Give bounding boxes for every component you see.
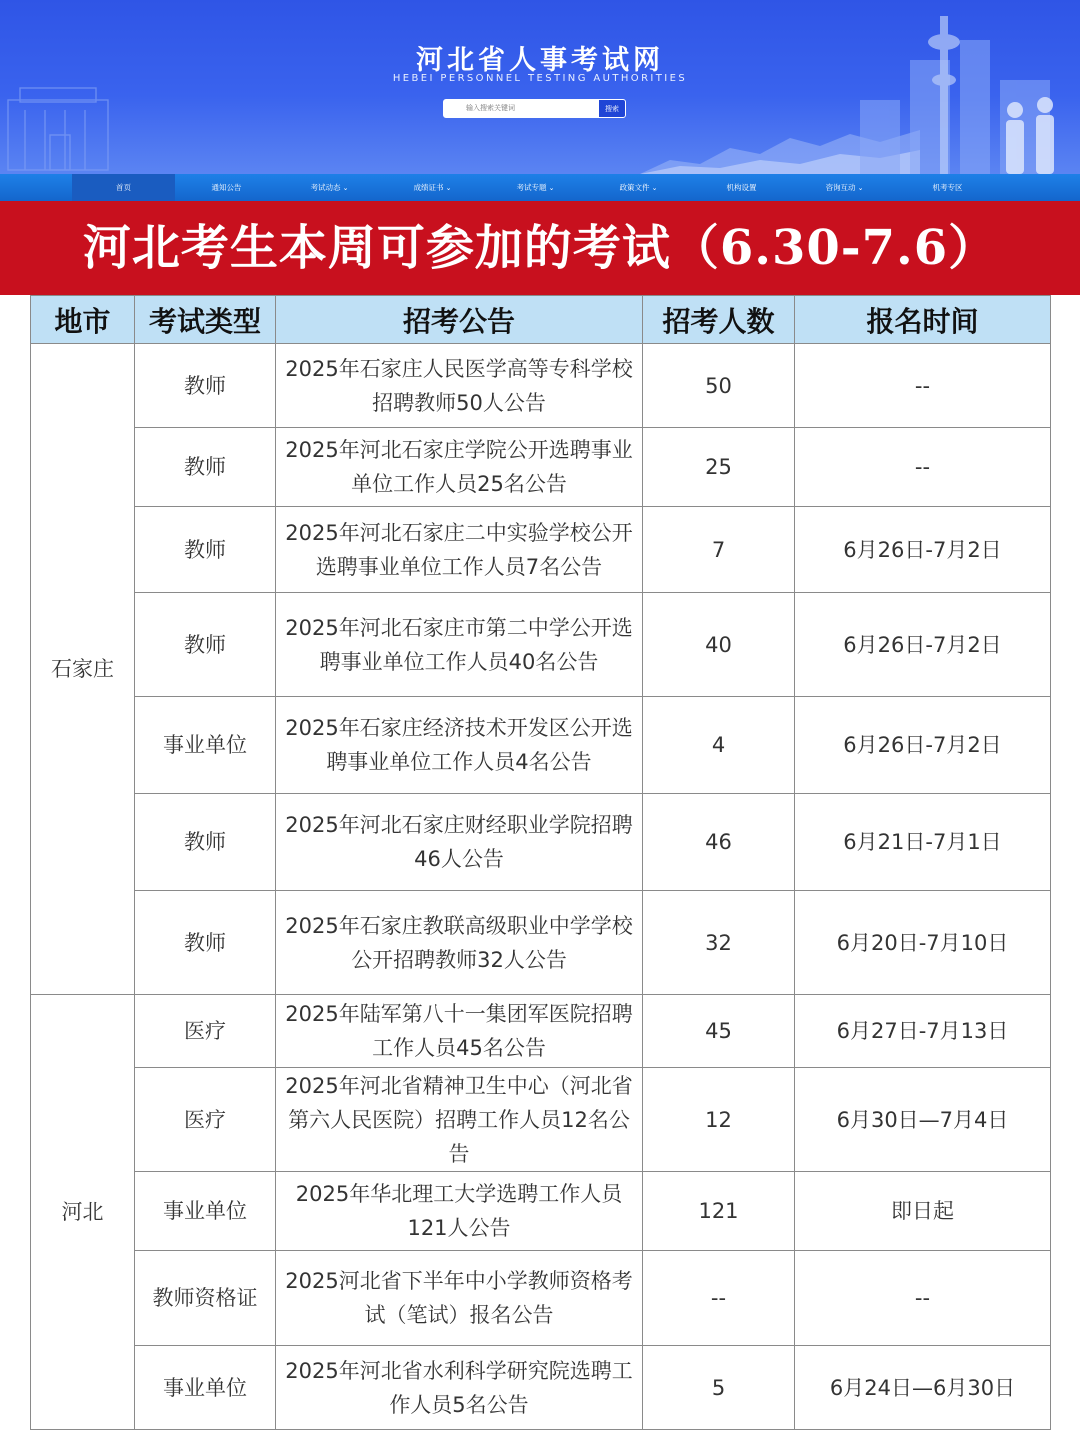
- exam-type-cell: 医疗: [135, 995, 276, 1068]
- registration-time-cell: 6月26日-7月2日: [795, 507, 1051, 593]
- exam-type-cell: 教师资格证: [135, 1251, 276, 1346]
- table-row: [31, 344, 1051, 428]
- table-row: [31, 794, 1051, 891]
- city-cell: 石家庄: [31, 344, 135, 995]
- nav-policies-label: 政策文件: [619, 183, 650, 192]
- city-cell: 河北: [31, 995, 135, 1430]
- headcount-cell: 7: [643, 507, 795, 593]
- nav-home[interactable]: [72, 174, 175, 201]
- notice-cell: 2025年华北理工大学选聘工作人员121人公告: [276, 1172, 643, 1251]
- notice-cell: 2025年陆军第八十一集团军医院招聘工作人员45名公告: [276, 995, 643, 1068]
- exam-type-cell: 事业单位: [135, 1172, 276, 1251]
- notice-cell: 2025年河北石家庄财经职业学院招聘46人公告: [276, 794, 643, 891]
- exam-table: [30, 295, 1051, 1430]
- table-row: [31, 1068, 1051, 1172]
- site-subtitle: HEBEI PERSONNEL TESTING AUTHORITIES: [392, 73, 688, 84]
- chevron-down-icon: ⌄: [857, 184, 864, 192]
- search-button[interactable]: 搜索: [598, 99, 626, 118]
- table-row: [31, 507, 1051, 593]
- registration-time-cell: 6月26日-7月2日: [795, 593, 1051, 697]
- headcount-cell: 121: [643, 1172, 795, 1251]
- site-header: [0, 0, 1080, 174]
- exam-type-cell: 事业单位: [135, 1346, 276, 1430]
- table-row: [31, 697, 1051, 794]
- chevron-down-icon: ⌄: [651, 184, 658, 192]
- nav-organization[interactable]: [690, 174, 793, 201]
- notice-cell: 2025年石家庄人民医学高等专科学校招聘教师50人公告: [276, 344, 643, 428]
- building-illustration: [0, 80, 150, 174]
- header-city: 地市: [31, 296, 135, 344]
- headcount-cell: 25: [643, 428, 795, 507]
- table-row: [31, 1346, 1051, 1430]
- headcount-cell: 5: [643, 1346, 795, 1430]
- notice-cell: 2025年河北省水利科学研究院选聘工作人员5名公告: [276, 1346, 643, 1430]
- header-registration-time: 报名时间: [795, 296, 1051, 344]
- registration-time-cell: --: [795, 428, 1051, 507]
- nav-scores[interactable]: [381, 174, 484, 201]
- exam-table-wrapper: [30, 295, 1050, 1430]
- search-input[interactable]: [443, 99, 598, 118]
- exam-type-cell: 事业单位: [135, 697, 276, 794]
- nav-notices[interactable]: [175, 174, 278, 201]
- headcount-cell: 4: [643, 697, 795, 794]
- city-skyline-illustration: [620, 0, 1080, 174]
- nav-exam-news-label: 考试动态: [310, 183, 341, 192]
- nav-policies[interactable]: [587, 174, 690, 201]
- nav-consult[interactable]: [793, 174, 896, 201]
- headcount-cell: 32: [643, 891, 795, 995]
- exam-type-cell: 教师: [135, 428, 276, 507]
- notice-cell: 2025河北省下半年中小学教师资格考试（笔试）报名公告: [276, 1251, 643, 1346]
- exam-type-cell: 教师: [135, 891, 276, 995]
- chevron-down-icon: ⌄: [342, 184, 349, 192]
- exam-type-cell: 教师: [135, 593, 276, 697]
- nav-exam-news[interactable]: [278, 174, 381, 201]
- notice-cell: 2025年河北石家庄学院公开选聘事业单位工作人员25名公告: [276, 428, 643, 507]
- registration-time-cell: 6月26日-7月2日: [795, 697, 1051, 794]
- notice-cell: 2025年河北石家庄二中实验学校公开选聘事业单位工作人员7名公告: [276, 507, 643, 593]
- header-exam-type: 考试类型: [135, 296, 276, 344]
- table-row: [31, 995, 1051, 1068]
- nav-notices-label: 通知公告: [211, 183, 242, 192]
- header-notice: 招考公告: [276, 296, 643, 344]
- table-row: [31, 593, 1051, 697]
- header-headcount: 招考人数: [643, 296, 795, 344]
- main-nav: [0, 174, 1080, 201]
- notice-cell: 2025年河北石家庄市第二中学公开选聘事业单位工作人员40名公告: [276, 593, 643, 697]
- nav-home-label: 首页: [116, 183, 131, 192]
- notice-cell: 2025年河北省精神卫生中心（河北省第六人民医院）招聘工作人员12名公告: [276, 1068, 643, 1172]
- nav-scores-label: 成绩证书: [413, 183, 444, 192]
- headcount-cell: 46: [643, 794, 795, 891]
- exam-type-cell: 医疗: [135, 1068, 276, 1172]
- headcount-cell: 45: [643, 995, 795, 1068]
- exam-type-cell: 教师: [135, 344, 276, 428]
- registration-time-cell: 6月30日—7月4日: [795, 1068, 1051, 1172]
- table-row: [31, 1172, 1051, 1251]
- registration-time-cell: 6月27日-7月13日: [795, 995, 1051, 1068]
- nav-exam-topics-label: 考试专题: [516, 183, 547, 192]
- nav-computer-exam-label: 机考专区: [932, 183, 963, 192]
- registration-time-cell: --: [795, 344, 1051, 428]
- page-title: 河北考生本周可参加的考试（6.30-7.6）: [82, 220, 998, 276]
- nav-computer-exam[interactable]: [896, 174, 999, 201]
- site-title: 河北省人事考试网: [416, 45, 664, 76]
- nav-consult-label: 咨询互动: [825, 183, 856, 192]
- exam-type-cell: 教师: [135, 794, 276, 891]
- notice-cell: 2025年石家庄教联高级职业中学学校公开招聘教师32人公告: [276, 891, 643, 995]
- chevron-down-icon: ⌄: [445, 184, 452, 192]
- exam-type-cell: 教师: [135, 507, 276, 593]
- registration-time-cell: 6月24日—6月30日: [795, 1346, 1051, 1430]
- registration-time-cell: --: [795, 1251, 1051, 1346]
- headcount-cell: 50: [643, 344, 795, 428]
- headline-band: [0, 201, 1080, 295]
- headcount-cell: 12: [643, 1068, 795, 1172]
- table-header-row: [31, 296, 1051, 344]
- chevron-down-icon: ⌄: [548, 184, 555, 192]
- registration-time-cell: 6月20日-7月10日: [795, 891, 1051, 995]
- headcount-cell: --: [643, 1251, 795, 1346]
- table-row: [31, 1251, 1051, 1346]
- registration-time-cell: 即日起: [795, 1172, 1051, 1251]
- notice-cell: 2025年石家庄经济技术开发区公开选聘事业单位工作人员4名公告: [276, 697, 643, 794]
- headcount-cell: 40: [643, 593, 795, 697]
- table-row: [31, 891, 1051, 995]
- nav-organization-label: 机构设置: [726, 183, 757, 192]
- nav-exam-topics[interactable]: [484, 174, 587, 201]
- table-row: [31, 428, 1051, 507]
- registration-time-cell: 6月21日-7月1日: [795, 794, 1051, 891]
